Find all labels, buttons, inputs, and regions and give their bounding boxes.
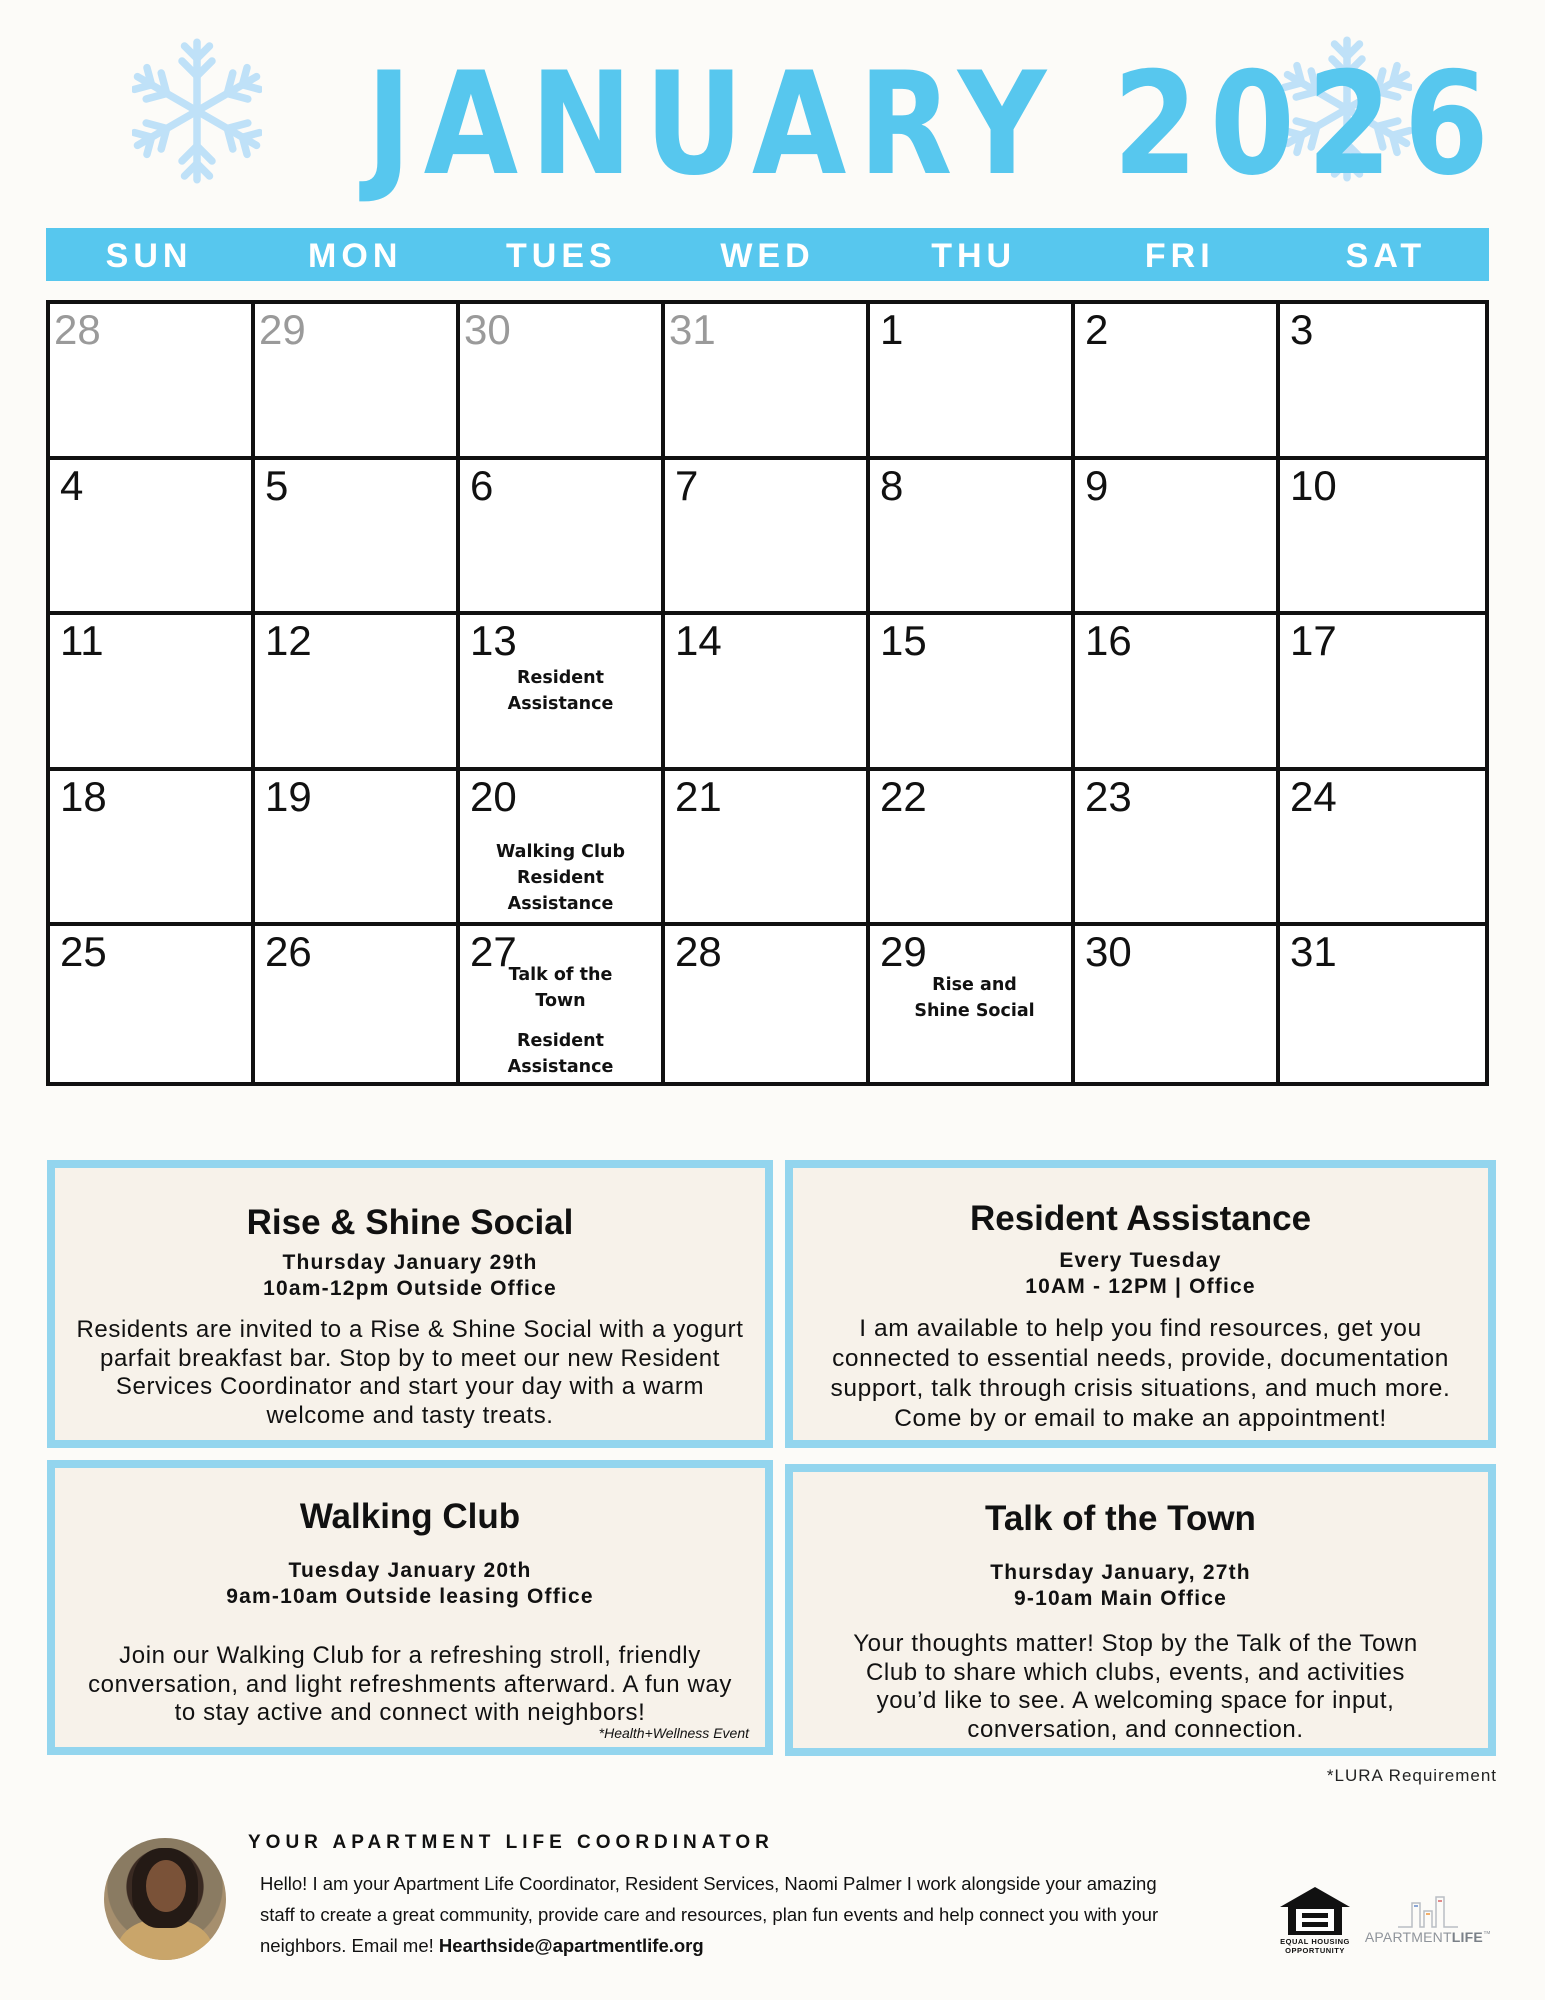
day-number: 27 [470,928,517,976]
calendar-day-cell[interactable] [255,460,460,616]
day-number: 3 [1290,306,1314,353]
calendar-day-cell[interactable] [1075,304,1280,460]
coordinator-bio [260,1868,1180,1961]
weekday-header [46,228,1489,281]
event-time-place: 10am-12pm Outside Office [263,1277,557,1300]
calendar-day-cell[interactable] [870,615,1075,771]
day-number: 10 [1290,461,1337,509]
event-box-resident-assistance [785,1160,1496,1448]
calendar-day-cell[interactable] [460,926,665,1082]
weekday-wed: WED [720,237,815,275]
calendar-day-cell[interactable] [870,926,1075,1082]
calendar-day-cell[interactable] [665,615,870,771]
apartment-life-part2: LIFE [1451,1929,1483,1945]
day-number: 8 [880,461,904,509]
page-title: JANUARY 2026 [366,42,1501,207]
calendar-event-label[interactable]: Shine Social [914,1001,1035,1022]
calendar-event-label[interactable]: Resident [517,668,604,689]
calendar-day-cell[interactable] [1280,771,1485,927]
calendar-day-cell[interactable] [50,771,255,927]
day-events [460,962,661,1080]
calendar-day-cell[interactable] [1075,771,1280,927]
lura-requirement-note: *LURA Requirement [1326,1766,1497,1785]
day-number: 24 [1290,772,1337,820]
calendar-day-cell[interactable] [1280,926,1485,1082]
day-number: 19 [265,772,312,820]
calendar-day-cell[interactable] [1280,615,1485,771]
day-number: 1 [880,306,904,353]
calendar-event-label[interactable]: Assistance [507,893,614,914]
calendar-day-cell[interactable] [665,304,870,460]
event-box-talk-of-town [785,1464,1496,1756]
avatar-face [146,1860,186,1912]
calendar-day-cell[interactable] [255,926,460,1082]
day-number: 6 [470,461,494,509]
coordinator-bio-text: Hello! I am your Apartment Life Coordinator, Resident Services, Naomi Palmer I work alongside your amazing staff to create a great community, provide care and resources, plan fun events and help connect you with your neighbors. Email me! [260,1873,1159,1956]
calendar-day-cell[interactable] [50,615,255,771]
calendar-day-cell[interactable] [1075,615,1280,771]
day-number: 7 [675,461,699,509]
day-number: 14 [675,617,722,665]
calendar-day-cell[interactable] [870,460,1075,616]
day-number: 28 [675,928,722,976]
calendar-day-cell[interactable] [460,771,665,927]
event-date: Tuesday January 20th [288,1559,532,1582]
equal-housing-line1: EQUAL HOUSING [1280,1937,1350,1946]
calendar-day-cell[interactable] [870,771,1075,927]
calendar-day-cell[interactable] [1075,926,1280,1082]
calendar-day-cell[interactable] [1280,304,1485,460]
calendar-day-cell[interactable] [460,460,665,616]
calendar-event-label[interactable]: Assistance [507,694,614,715]
calendar-event-label[interactable]: Rise and [932,975,1017,996]
weekday-sun: SUN [105,237,193,275]
calendar-day-cell[interactable] [255,771,460,927]
equal-housing-line2: OPPORTUNITY [1285,1946,1345,1955]
weekday-thu: THU [931,237,1017,275]
event-box-rise-shine [47,1160,773,1448]
calendar-event-label[interactable]: Resident [517,867,604,888]
day-events [460,839,661,917]
event-date: Every Tuesday [1059,1249,1222,1272]
day-number: 31 [669,306,716,353]
coordinator-avatar [104,1838,226,1960]
day-number: 17 [1290,617,1337,665]
calendar-day-cell[interactable] [665,460,870,616]
calendar-day-cell[interactable] [665,771,870,927]
day-events [878,972,1071,1024]
day-number: 12 [265,617,312,665]
calendar-event-label[interactable]: Resident [517,1031,604,1052]
event-spacer [460,1014,661,1028]
snowflake-icon [132,36,262,186]
day-number: 23 [1085,772,1132,820]
weekday-mon: MON [308,237,403,275]
day-number: 30 [464,306,511,353]
apartment-life-logo [1358,1893,1498,1963]
event-title: Talk of the Town [985,1499,1256,1538]
calendar-day-cell[interactable] [50,304,255,460]
weekday-fri: FRI [1144,237,1215,275]
calendar-day-cell[interactable] [460,615,665,771]
equal-housing-house-icon [1278,1885,1352,1937]
event-time-place: 9-10am Main Office [1014,1587,1227,1610]
city-buildings-icon [1398,1893,1458,1929]
day-events [460,665,661,717]
day-number: 22 [880,772,927,820]
event-date: Thursday January, 27th [990,1561,1251,1584]
coordinator-email-link[interactable]: Hearthside@apartmentlife.org [438,1935,704,1956]
day-number: 21 [675,772,722,820]
day-number: 29 [880,928,927,976]
equal-housing-logo [1275,1885,1355,1965]
event-description: Your thoughts matter! Stop by the Talk of the Town Club to share which clubs, events, and activities you’d like to see. A welcoming space for input, conversation, and connection. [853,1630,1418,1743]
day-number: 9 [1085,461,1109,509]
day-number: 13 [470,617,517,665]
calendar-day-cell[interactable] [1280,460,1485,616]
day-number: 11 [60,617,104,665]
event-title: Rise & Shine Social [246,1203,574,1242]
calendar-event-label[interactable]: Town [535,991,586,1012]
event-description: Join our Walking Club for a refreshing stroll, friendly conversation, and light refreshments afterward. A fun way to stay active and connect with neighbors! [88,1642,732,1726]
calendar-day-cell[interactable] [50,460,255,616]
coordinator-heading: YOUR APARTMENT LIFE COORDINATOR [248,1832,774,1853]
calendar-day-cell[interactable] [665,926,870,1082]
day-number: 5 [265,461,289,509]
day-number: 16 [1085,617,1132,665]
day-number: 28 [54,306,101,353]
event-description: Residents are invited to a Rise & Shine Social with a yogurt parfait breakfast bar. Stop by to meet our new Resident Services Coordinator and start your day with a warm welcome and tasty treats. [76,1316,744,1429]
calendar-day-cell[interactable] [460,304,665,460]
day-number: 31 [1290,928,1337,976]
calendar-day-cell[interactable] [255,615,460,771]
day-number: 26 [265,928,312,976]
event-description: I am available to help you find resources, get you connected to essential needs, provide, documentation support, talk through crisis situations, and much more. Come by or email to make an appointment! [830,1315,1451,1432]
event-title: Resident Assistance [969,1199,1312,1238]
weekday-tue: TUES [506,237,617,275]
day-number: 18 [60,772,107,820]
calendar-event-label[interactable]: Assistance [507,1057,614,1078]
day-number: 30 [1085,928,1132,976]
event-date: Thursday January 29th [282,1251,538,1274]
calendar-day-cell[interactable] [1075,460,1280,616]
day-number: 29 [259,306,306,353]
event-title: Walking Club [299,1497,521,1536]
day-number: 4 [60,461,84,509]
weekday-sat: SAT [1345,237,1427,275]
event-time-place: 9am-10am Outside leasing Office [226,1585,594,1608]
event-time-place: 10AM - 12PM | Office [1025,1275,1256,1298]
trademark-mark: ™ [1482,1929,1492,1939]
calendar-day-cell[interactable] [255,304,460,460]
calendar-event-label[interactable]: Talk of the [508,965,613,986]
apartment-life-part1: APARTMENT [1364,1929,1452,1945]
calendar-day-cell[interactable] [870,304,1075,460]
calendar-grid [46,300,1489,1086]
day-number: 15 [880,617,927,665]
day-number: 2 [1085,306,1109,353]
event-box-walking-club [47,1460,773,1755]
calendar-day-cell[interactable] [50,926,255,1082]
calendar-event-label[interactable]: Walking Club [495,841,626,862]
day-number: 25 [60,928,107,976]
day-number: 20 [470,772,517,820]
health-wellness-note: *Health+Wellness Event [598,1725,749,1741]
